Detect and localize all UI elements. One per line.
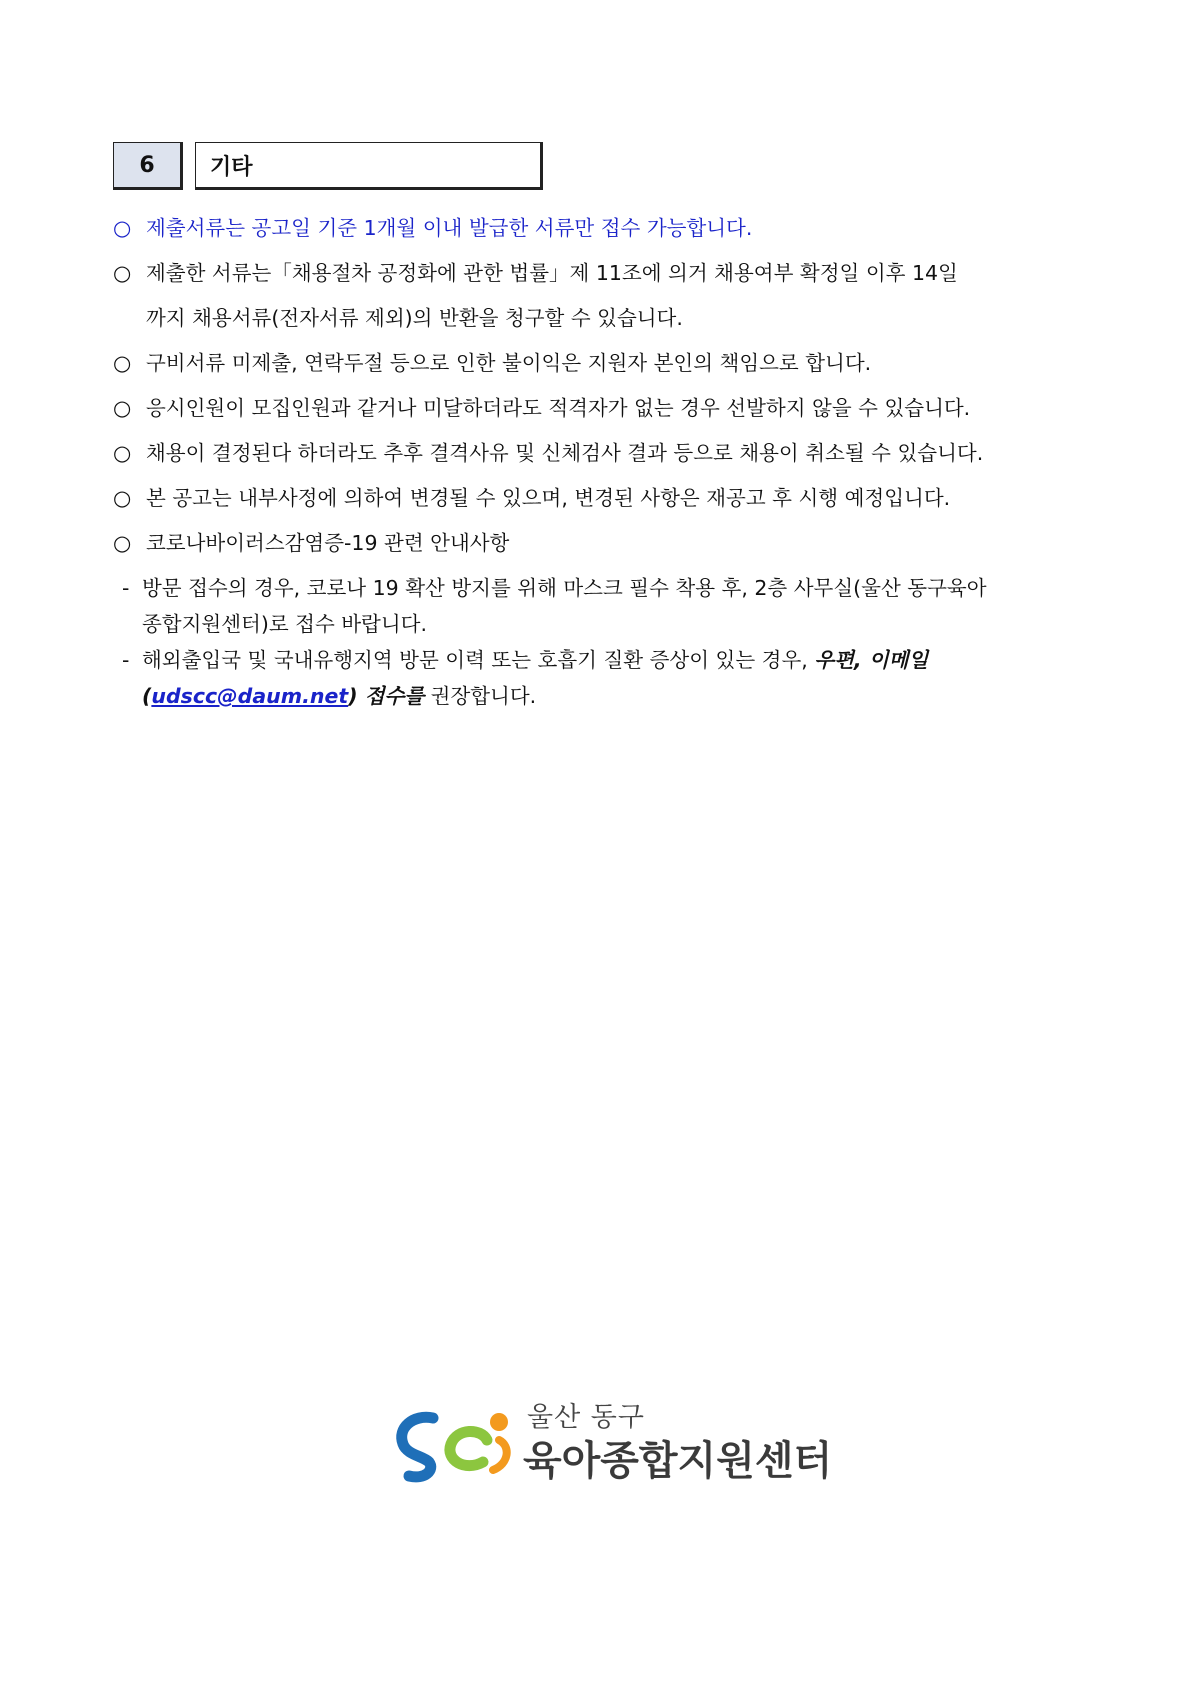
sub-item-text-tail: 권장합니다. bbox=[424, 684, 537, 708]
notice-item-no-selection bbox=[113, 386, 1083, 431]
email-link[interactable]: udscc@daum.net bbox=[151, 684, 349, 708]
circle-bullet: ○ bbox=[113, 396, 132, 420]
section-number: 6 bbox=[113, 142, 183, 190]
logo-title: 육아종합지원센터 bbox=[523, 1438, 833, 1484]
circle-bullet: ○ bbox=[113, 486, 132, 510]
notice-text: 제출서류는 공고일 기준 1개월 이내 발급한 서류만 접수 가능합니다. bbox=[146, 216, 753, 240]
sub-item-line: 방문 접수의 경우, 코로나 19 확산 방지를 위해 마스크 필수 착용 후, 2층 사무실(울산 동구육아 bbox=[142, 576, 987, 600]
sub-item-text bbox=[142, 642, 1083, 714]
notice-text: 제출한 서류는「채용절차 공정화에 관한 법률」제 11조에 의거 채용여부 확정일 이후 14일 bbox=[146, 261, 958, 285]
notice-text: 채용이 결정된다 하더라도 추후 결격사유 및 신체검사 결과 등으로 채용이 취소될 수 있습니다. bbox=[146, 441, 984, 465]
open-paren: ( bbox=[142, 684, 152, 708]
notice-item-documents-validity bbox=[113, 206, 1083, 251]
circle-bullet: ○ bbox=[113, 531, 132, 555]
circle-bullet: ○ bbox=[113, 351, 132, 375]
circle-bullet: ○ bbox=[113, 441, 132, 465]
sub-item-line: 종합지원센터)로 접수 바랍니다. bbox=[142, 612, 427, 636]
logo-mark-icon bbox=[395, 1400, 520, 1485]
sub-item-text-emphasis: 우편, 이메일 bbox=[814, 648, 929, 672]
dash-bullet: - bbox=[122, 648, 130, 672]
notice-text-continuation: 까지 채용서류(전자서류 제외)의 반환을 청구할 수 있습니다. bbox=[146, 306, 683, 330]
sub-item-text bbox=[142, 570, 1083, 642]
circle-bullet: ○ bbox=[113, 216, 132, 240]
notice-item-cancellation bbox=[113, 431, 1083, 476]
sub-item-visit bbox=[113, 570, 1083, 642]
section-header bbox=[113, 142, 543, 192]
sub-item-overseas bbox=[113, 642, 1083, 714]
sub-item-text-emphasis: 접수를 bbox=[357, 684, 425, 708]
notice-item-document-return bbox=[113, 251, 1083, 296]
notice-text: 본 공고는 내부사정에 의하여 변경될 수 있으며, 변경된 사항은 재공고 후 시행 예정입니다. bbox=[146, 486, 951, 510]
close-paren: ) bbox=[348, 684, 358, 708]
circle-bullet: ○ bbox=[113, 261, 132, 285]
sub-item-text-plain: 해외출입국 및 국내유행지역 방문 이력 또는 호흡기 질환 증상이 있는 경우, bbox=[142, 648, 815, 672]
notice-item-covid bbox=[113, 521, 1083, 566]
section-title: 기타 bbox=[195, 142, 543, 190]
notice-item-change bbox=[113, 476, 1083, 521]
notice-text: 응시인원이 모집인원과 같거나 미달하더라도 적격자가 없는 경우 선발하지 않을 수 있습니다. bbox=[146, 396, 971, 420]
dash-bullet: - bbox=[122, 576, 130, 600]
notice-item-responsibility bbox=[113, 341, 1083, 386]
notice-content bbox=[113, 206, 1083, 714]
notice-text: 코로나바이러스감염증-19 관련 안내사항 bbox=[146, 531, 510, 555]
logo-subtitle: 울산 동구 bbox=[527, 1402, 645, 1433]
organization-logo bbox=[395, 1395, 833, 1485]
notice-text: 구비서류 미제출, 연락두절 등으로 인한 불이익은 지원자 본인의 책임으로 합니다. bbox=[146, 351, 872, 375]
